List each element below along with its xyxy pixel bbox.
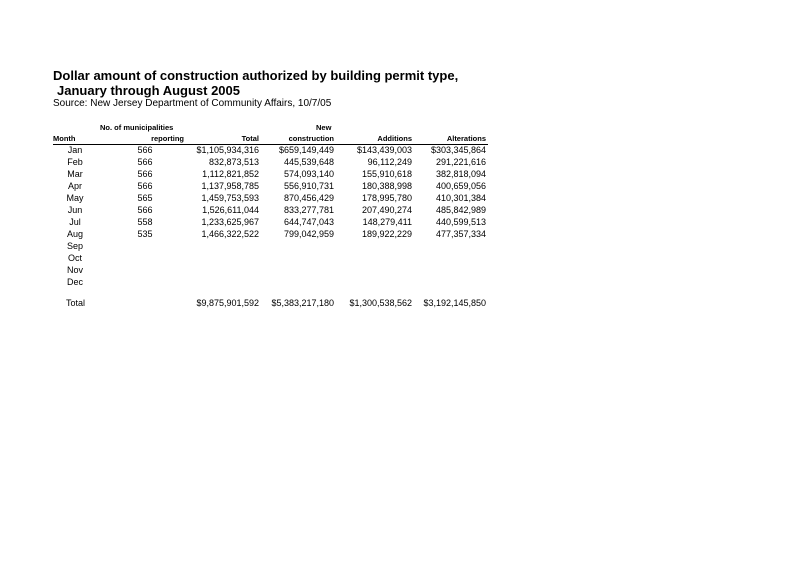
cell-reporting: 566 (137, 145, 153, 155)
cell-additions: 207,490,274 (361, 205, 412, 215)
cell-month: Jul (69, 217, 81, 227)
cell-month: Mar (67, 169, 83, 179)
header-new-top: New (316, 123, 332, 132)
header-additions: Additions (377, 134, 412, 143)
cell-month: May (66, 193, 84, 203)
cell-alterations: 485,842,989 (435, 205, 486, 215)
cell-month: Dec (66, 277, 83, 287)
cell-total: 832,873,513 (208, 157, 259, 167)
cell-new-construction: $659,149,449 (278, 145, 334, 155)
totals-total: $9,875,901,592 (196, 298, 259, 308)
cell-total: 1,459,753,593 (201, 193, 259, 203)
header-month: Month (53, 134, 76, 143)
cell-additions: 148,279,411 (362, 217, 412, 227)
cell-additions: $143,439,003 (356, 145, 412, 155)
cell-alterations: 382,818,094 (435, 169, 486, 179)
cell-total: 1,233,625,967 (201, 217, 259, 227)
cell-additions: 189,922,229 (361, 229, 412, 239)
cell-total: 1,112,821,852 (202, 169, 259, 179)
cell-new-construction: 445,539,648 (283, 157, 334, 167)
cell-alterations: 410,301,384 (435, 193, 486, 203)
cell-month: Feb (67, 157, 83, 167)
cell-new-construction: 644,747,043 (283, 217, 334, 227)
cell-additions: 96,112,249 (367, 157, 412, 167)
cell-reporting: 566 (137, 181, 153, 191)
source-note: Source: New Jersey Department of Community Affairs, 10/7/05 (53, 98, 332, 109)
cell-total: 1,526,611,044 (202, 205, 259, 215)
report-subtitle: January through August 2005 (57, 83, 240, 98)
cell-month: Jan (67, 145, 83, 155)
header-total: Total (241, 134, 259, 143)
cell-alterations: $303,345,864 (430, 145, 486, 155)
cell-reporting: 535 (137, 229, 153, 239)
cell-new-construction: 870,456,429 (283, 193, 334, 203)
header-reporting: reporting (151, 134, 184, 143)
cell-new-construction: 556,910,731 (283, 181, 334, 191)
cell-alterations: 477,357,334 (435, 229, 486, 239)
cell-month: Nov (66, 265, 83, 275)
cell-month: Sep (66, 241, 83, 251)
cell-month: Aug (66, 229, 83, 239)
cell-month: Oct (67, 253, 82, 263)
totals-label: Total (66, 298, 86, 308)
header-new-construction: construction (288, 134, 334, 143)
cell-new-construction: 574,093,140 (283, 169, 334, 179)
report-title: Dollar amount of construction authorized by building permit type, (53, 68, 459, 83)
cell-total: 1,137,958,785 (201, 181, 259, 191)
cell-reporting: 566 (137, 169, 153, 179)
cell-reporting: 566 (137, 157, 153, 167)
cell-total: 1,466,322,522 (201, 229, 259, 239)
header-alterations: Alterations (446, 134, 486, 143)
cell-additions: 155,910,618 (361, 169, 412, 179)
cell-reporting: 558 (137, 217, 153, 227)
cell-month: Jun (67, 205, 83, 215)
header-municipalities-top: No. of municipalities (100, 123, 174, 132)
totals-new-construction: $5,383,217,180 (271, 298, 334, 308)
cell-alterations: 400,659,056 (435, 181, 486, 191)
cell-total: $1,105,934,316 (196, 145, 259, 155)
totals-additions: $1,300,538,562 (349, 298, 412, 308)
cell-alterations: 440,599,513 (435, 217, 486, 227)
cell-new-construction: 833,277,781 (283, 205, 334, 215)
cell-additions: 178,995,780 (361, 193, 412, 203)
cell-month: Apr (67, 181, 82, 191)
cell-additions: 180,388,998 (361, 181, 412, 191)
cell-reporting: 565 (137, 193, 153, 203)
cell-reporting: 566 (137, 205, 153, 215)
totals-alterations: $3,192,145,850 (423, 298, 486, 308)
cell-new-construction: 799,042,959 (283, 229, 334, 239)
cell-alterations: 291,221,616 (435, 157, 486, 167)
